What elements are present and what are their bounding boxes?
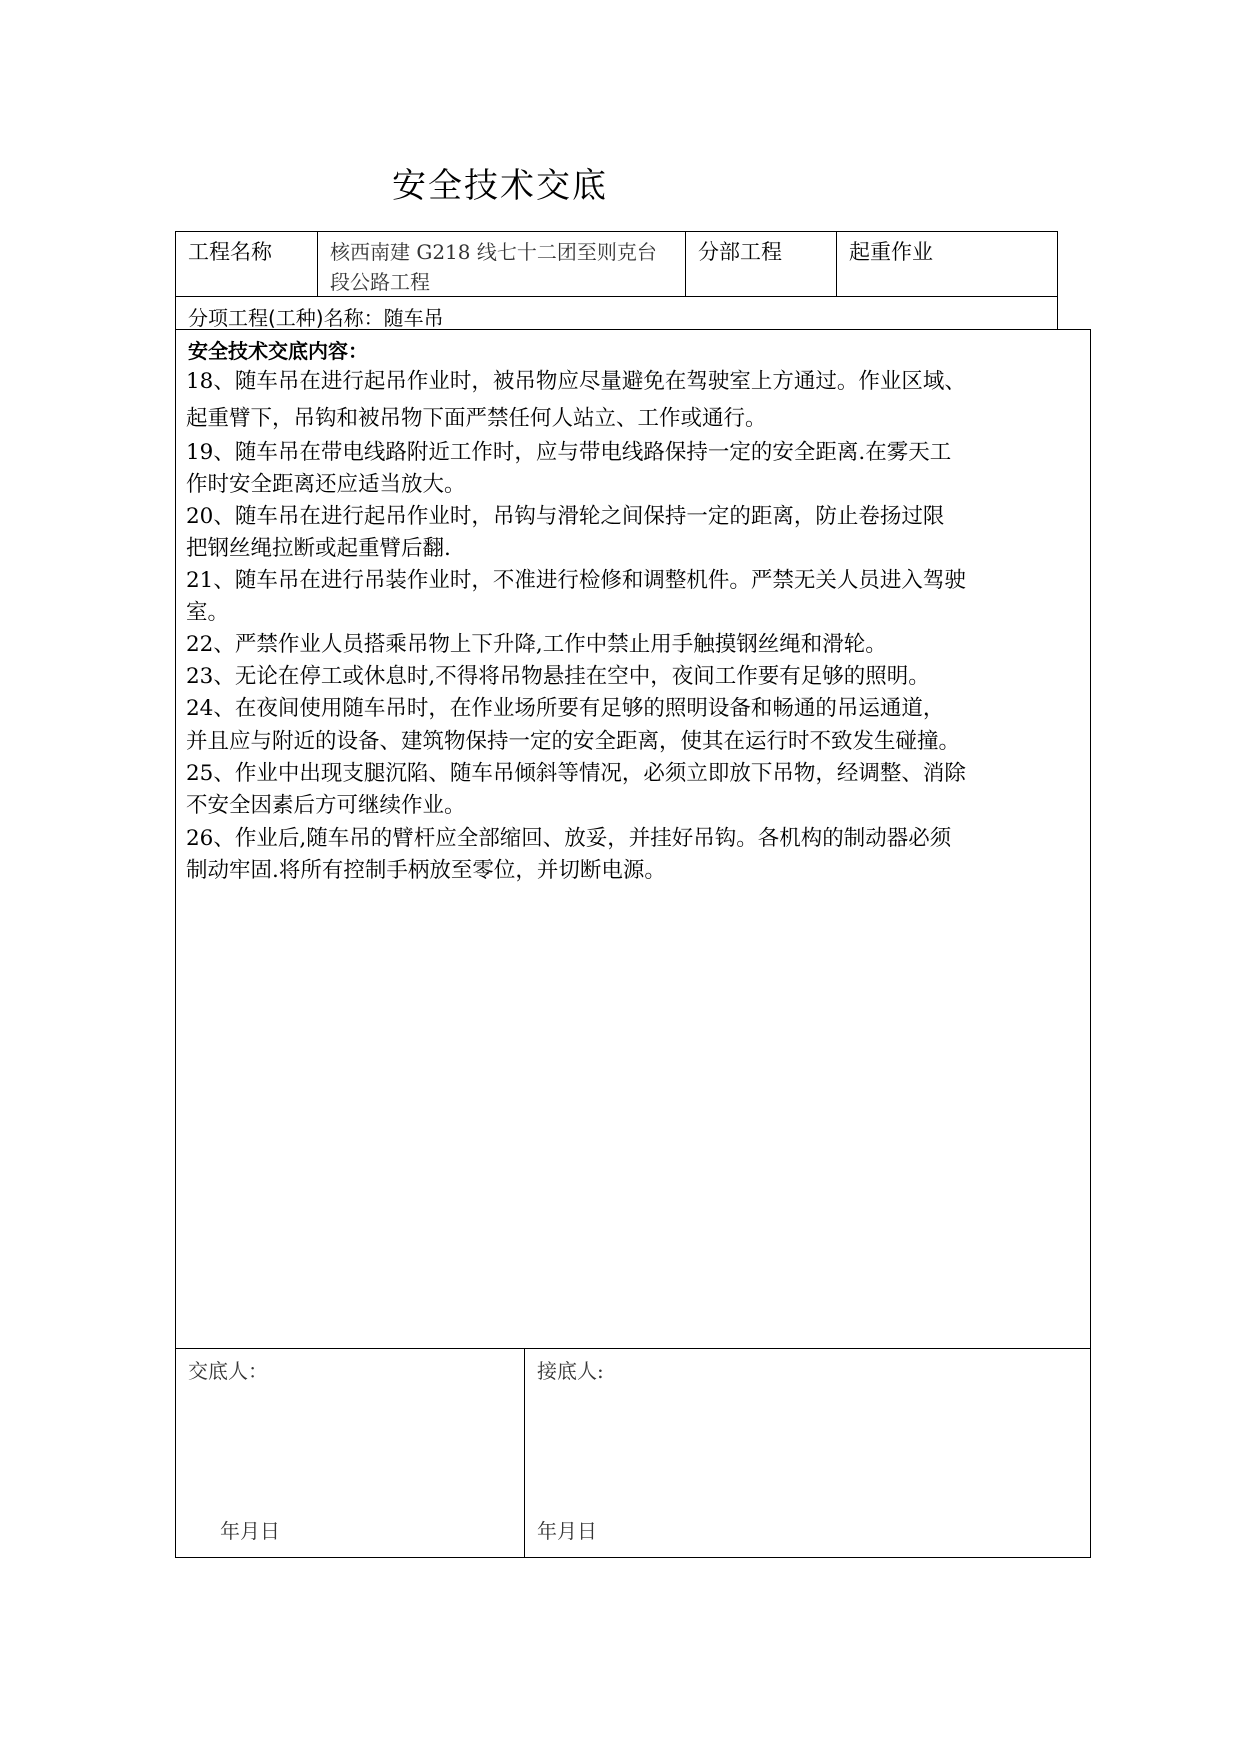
content-line: 20、随车吊在进行起吊作业时，吊钩与滑轮之间保持一定的距离，防止卷扬过限 (186, 504, 945, 529)
signature-box (175, 1348, 1091, 1558)
division-label: 分部工程 (698, 240, 782, 264)
signature-divider (524, 1348, 525, 1558)
content-line: 26、作业后,随车吊的臂杆应全部缩回、放妥，并挂好吊钩。各机构的制动器必须 (186, 826, 952, 851)
content-line: 23、无论在停工或休息时,不得将吊物悬挂在空中，夜间工作要有足够的照明。 (186, 664, 930, 689)
content-line: 19、随车吊在带电线路附近工作时，应与带电线路保持一定的安全距离.在雾天工 (186, 440, 952, 465)
content-line: 22、严禁作业人员搭乘吊物上下升降,工作中禁止用手触摸钢丝绳和滑轮。 (186, 632, 887, 657)
header-divider-3 (836, 231, 837, 297)
content-line: 室。 (186, 600, 230, 625)
header-divider-2 (685, 231, 686, 297)
handover-date: 年月日 (220, 1519, 280, 1543)
content-line: 不安全因素后方可继续作业。 (186, 793, 466, 818)
header-divider-1 (317, 231, 318, 297)
content-line: 25、作业中出现支腿沉陷、随车吊倾斜等情况，必须立即放下吊物，经调整、消除 (186, 761, 966, 786)
content-line: 把钢丝绳拉断或起重臂后翻. (186, 536, 451, 561)
handover-person-label: 交底人： (188, 1359, 268, 1383)
division-value: 起重作业 (849, 240, 933, 264)
content-line: 21、随车吊在进行吊装作业时，不准进行检修和调整机件。严禁无关人员进入驾驶 (186, 568, 966, 593)
content-line: 24、在夜间使用随车吊时，在作业场所要有足够的照明设备和畅通的吊运通道， (186, 696, 945, 721)
content-line: 并且应与附近的设备、建筑物保持一定的安全距离，使其在运行时不致发生碰撞。 (186, 729, 961, 754)
receiver-person-label: 接底人: (537, 1359, 604, 1383)
content-line: 起重臂下，吊钩和被吊物下面严禁任何人站立、工作或通行。 (186, 406, 767, 431)
content-heading: 安全技术交底内容： (188, 339, 368, 363)
project-name-value-line2: 段公路工程 (330, 270, 430, 294)
header-row-divider (175, 296, 1058, 297)
content-line: 作时安全距离还应适当放大。 (186, 472, 466, 497)
document-title: 安全技术交底 (392, 166, 608, 206)
project-name-label: 工程名称 (188, 240, 272, 264)
project-name-value-line1: 核西南建 G218 线七十二团至则克台 (330, 240, 657, 264)
receiver-date: 年月日 (537, 1519, 597, 1543)
subitem-label: 分项工程(工种)名称：随车吊 (188, 306, 444, 330)
content-line: 制动牢固.将所有控制手柄放至零位，并切断电源。 (186, 858, 666, 883)
content-line: 18、随车吊在进行起吊作业时，被吊物应尽量避免在驾驶室上方通过。作业区域、 (186, 369, 966, 394)
